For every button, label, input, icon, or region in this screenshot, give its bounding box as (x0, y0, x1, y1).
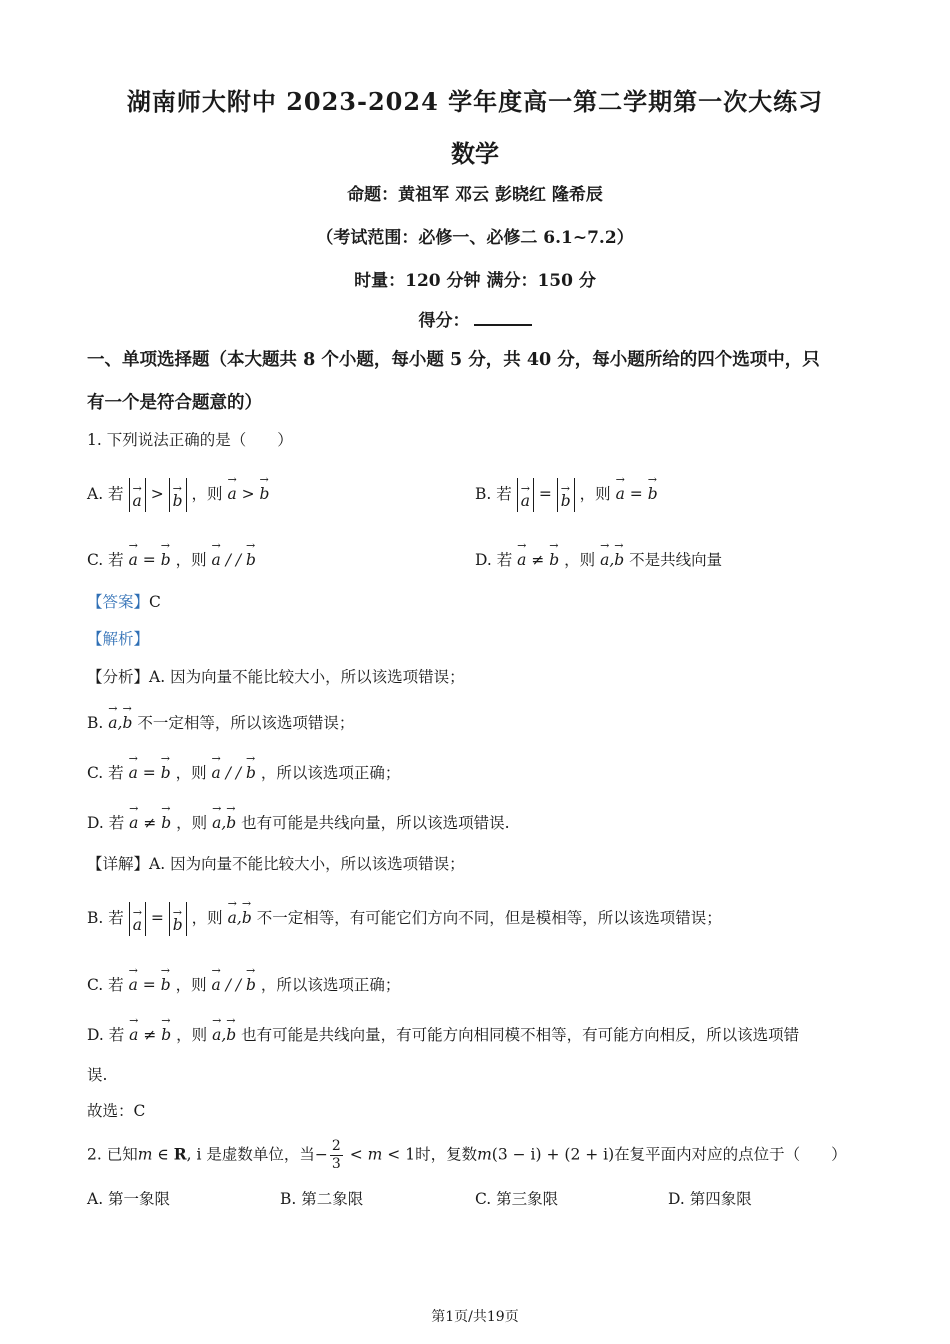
q2-stem-suffix: 在复平面内对应的点位于（ ） (614, 1145, 847, 1164)
xj-b-prefix: B. 若 (87, 909, 124, 927)
q1-option-b: B. 若 → a = → b ，则 → a = → b (475, 478, 658, 512)
section-heading-line1: 一、单项选择题（本大题共 8 个小题，每小题 5 分，共 40 分，每小题所给的四个选项中，只 (87, 350, 820, 370)
exam-title: 湖南师大附中 2023-2024 学年度高一第二学期第一次大练习 (126, 87, 824, 116)
fenxi-c: C. 若 → a = → b ，则 → a / / → b ，所以该选项正确； (87, 758, 400, 783)
q1-option-c: C. 若 → a = → b ，则 → a / / → b (87, 545, 256, 570)
q1-d-suffix: 不是共线向量 (629, 551, 723, 569)
q1-option-a: A. 若 → a > → b ，则 → a > → b (87, 478, 269, 512)
math-abs-b: → b (169, 478, 187, 512)
xiangjie-d: D. 若 → a ≠ → b ，则 → a,→ b 也有可能是共线向量，有可能方向相同模不相等，有可能方向相反，所以该选项错 (87, 1020, 799, 1045)
math-abs-a: → a (129, 478, 146, 512)
q1-stem: 1. 下列说法正确的是（ ） (87, 431, 293, 449)
xj-d-prefix: D. 若 (87, 1026, 125, 1044)
fenxi-c-prefix: C. 若 (87, 764, 124, 782)
answer-label: 【答案】 (87, 593, 150, 611)
q1-d-prefix: D. 若 (475, 551, 513, 569)
xj-a-text: A. 因为向量不能比较大小，所以该选项错误； (149, 855, 465, 873)
xiangjie-label: 【详解】 (87, 855, 150, 873)
frac-den: 3 (331, 1155, 341, 1172)
fenxi-c-then: ，则 (175, 764, 207, 782)
exam-authors: 命题：黄祖军 邓云 彭晓红 隆希辰 (347, 185, 603, 205)
fenxi-a-text: A. 因为向量不能比较大小，所以该选项错误； (149, 668, 465, 686)
section-heading-line2: 有一个是符合题意的） (87, 393, 262, 413)
fenxi-c-suffix: ，所以该选项正确； (260, 764, 401, 782)
score-blank (474, 310, 532, 326)
xj-b-suffix: 不一定相等，有可能它们方向不同，但是模相等，所以该选项错误； (256, 909, 722, 927)
q2-option-b: B. 第二象限 (280, 1190, 364, 1208)
fraction (330, 1138, 343, 1173)
q2-stem: 2. 已知m ∈ R, i 是虚数单位，当− $\frac{2}{3}$ < m < 1时，复数m(3 − i) + (2 + i)在复平面内对应的点位于（ ） (87, 1138, 847, 1172)
q1-a-then: ，则 (191, 485, 223, 503)
xiangjie-b: B. 若 → a = → b ，则 → a,→ b 不一定相等，有可能它们方向不同，但是模相等，所以该选项错误； (87, 902, 722, 936)
q1-c-prefix: C. 若 (87, 551, 124, 569)
q1-option-d: D. 若 → a ≠ → b ，则 → a,→ b 不是共线向量 (475, 545, 722, 570)
q2-option-c: C. 第三象限 (475, 1190, 559, 1208)
fenxi-label: 【分析】 (87, 668, 150, 686)
exam-score (0, 306, 950, 331)
page-footer: 第1页/共19页 (431, 1309, 519, 1325)
math-abs-a: → a (129, 902, 146, 936)
q2-option-d: D. 第四象限 (668, 1190, 752, 1208)
q2-option-a: A. 第一象限 (87, 1190, 171, 1208)
xiangjie-c: C. 若 → a = → b ，则 → a / / → b ，所以该选项正确； (87, 970, 400, 995)
fenxi-b: B. → a,→ b 不一定相等，所以该选项错误； (87, 708, 354, 733)
answer-value: C (149, 593, 161, 611)
analysis-label: 【解析】 (87, 630, 150, 648)
fenxi-a (87, 668, 465, 687)
q1-c-then: ，则 (175, 551, 207, 569)
xj-b-then: ，则 (191, 909, 223, 927)
math-abs-b: → b (169, 902, 187, 936)
q2-stem-prefix: 2. 已知 (87, 1145, 138, 1164)
q1-answer (87, 593, 161, 612)
exam-scope: （考试范围：必修一、必修二 6.1~7.2） (316, 228, 634, 248)
q1-d-then: ，则 (564, 551, 596, 569)
xj-d-suffix: 也有可能是共线向量，有可能方向相同模不相等，有可能方向相反，所以该选项错 (241, 1026, 800, 1044)
frac-num: 2 (331, 1138, 341, 1154)
q1-b-prefix: B. 若 (475, 485, 512, 503)
exam-subject: 数学 (451, 139, 499, 168)
fenxi-b-prefix: B. (87, 714, 109, 732)
xj-c-prefix: C. 若 (87, 976, 124, 994)
score-label: 得分： (418, 311, 470, 331)
xiangjie-d-wrap: 误. (87, 1066, 108, 1084)
q2-stem-mid1: 是虚数单位，当 (206, 1145, 315, 1164)
q1-conclusion: 故选：C (87, 1102, 146, 1120)
math-abs-a: → a (517, 478, 534, 512)
q1-b-then: ，则 (579, 485, 611, 503)
xj-d-then: ，则 (176, 1026, 208, 1044)
fenxi-d: D. 若 → a ≠ → b ，则 → a,→ b 也有可能是共线向量，所以该选项错误. (87, 808, 510, 833)
math-abs-b: → b (557, 478, 575, 512)
fenxi-d-prefix: D. 若 (87, 814, 125, 832)
xj-c-suffix: ，所以该选项正确； (260, 976, 401, 994)
fenxi-d-then: ，则 (176, 814, 208, 832)
xiangjie-a (87, 855, 465, 874)
xj-c-then: ，则 (175, 976, 207, 994)
fenxi-d-suffix: 也有可能是共线向量，所以该选项错误. (241, 814, 510, 832)
exam-time: 时量：120 分钟 满分：150 分 (354, 271, 596, 291)
fenxi-b-suffix: 不一定相等，所以该选项错误； (137, 714, 355, 732)
q1-a-prefix: A. 若 (87, 485, 124, 503)
q2-stem-mid2: 时，复数 (415, 1145, 478, 1164)
